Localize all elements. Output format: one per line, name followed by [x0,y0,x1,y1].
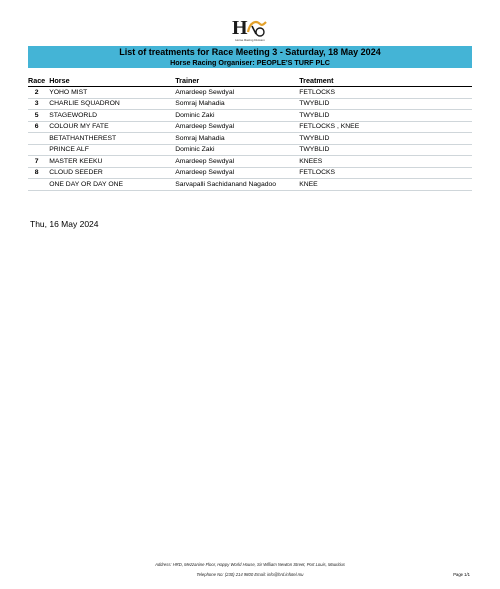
cell-trainer: Amardeep Sewdyal [175,156,299,168]
cell-race: 6 [28,121,45,133]
table-row [28,156,472,168]
cell-trainer: Amardeep Sewdyal [175,87,299,99]
cell-treatment: TWYBLID [299,144,472,156]
treatments-table [28,75,472,191]
column-header-race: Race [28,76,46,85]
table-row [28,144,472,156]
cell-treatment: TWYBLID [299,110,472,122]
cell-horse: COLOUR MY FATE [45,121,175,133]
header-banner [28,46,472,68]
cell-treatment: KNEE [299,179,472,191]
cell-race: 5 [28,110,45,122]
table-row [28,87,472,99]
cell-horse: MASTER KEEKU [45,156,175,168]
cell-trainer: Somraj Mahadia [175,98,299,110]
cell-treatment: FETLOCKS [299,87,472,99]
footer-address: Address: HRD, Mezzanine Floor, Happy World House, Sir William Newton Street, Port Louis, Mauritius [155,562,345,567]
cell-race [28,179,45,191]
cell-trainer: Sarvapalli Sachidanand Nagadoo [175,179,299,191]
cell-trainer: Dominic Zaki [175,110,299,122]
cell-race: 7 [28,156,45,168]
horse-logo-icon [226,14,274,40]
column-header-trainer: Trainer [175,75,299,87]
cell-race [28,133,45,145]
cell-horse: CLOUD SEEDER [45,167,175,179]
cell-treatment: FETLOCKS [299,167,472,179]
cell-race [28,144,45,156]
cell-horse: BETATHANTHEREST [45,133,175,145]
table-row [28,133,472,145]
cell-treatment: TWYBLID [299,133,472,145]
cell-trainer: Amardeep Sewdyal [175,121,299,133]
logo-caption: Horse Racing Division [235,38,265,42]
svg-text:H: H [232,17,248,39]
table-row [28,121,472,133]
table-row [28,110,472,122]
cell-race: 3 [28,98,45,110]
cell-horse: CHARLIE SQUADRON [45,98,175,110]
cell-horse: YOHO MIST [45,87,175,99]
page-title: List of treatments for Race Meeting 3 - Saturday, 18 May 2024 [119,47,381,57]
cell-horse: STAGEWORLD [45,110,175,122]
cell-treatment: TWYBLID [299,98,472,110]
footer-contact: Telephone No: (230) 214 9800 Email: info@hrd.infotel.mu [196,572,304,577]
cell-race: 2 [28,87,45,99]
print-date: Thu, 16 May 2024 [30,219,99,229]
cell-horse: PRINCE ALF [45,144,175,156]
page-subtitle: Horse Racing Organiser: PEOPLE'S TURF PLC [170,58,330,67]
page-number: Page 1/1 [453,572,470,577]
hrd-logo [226,14,274,48]
cell-trainer: Amardeep Sewdyal [175,167,299,179]
table-row [28,98,472,110]
cell-horse: ONE DAY OR DAY ONE [45,179,175,191]
table-header-row [28,75,472,87]
cell-trainer: Somraj Mahadia [175,133,299,145]
cell-treatment: KNEES [299,156,472,168]
table-row [28,179,472,191]
column-header-treatment: Treatment [299,75,472,87]
cell-treatment: FETLOCKS , KNEE [299,121,472,133]
cell-race: 8 [28,167,45,179]
table-row [28,167,472,179]
column-header-horse: Horse [45,75,175,87]
cell-trainer: Dominic Zaki [175,144,299,156]
